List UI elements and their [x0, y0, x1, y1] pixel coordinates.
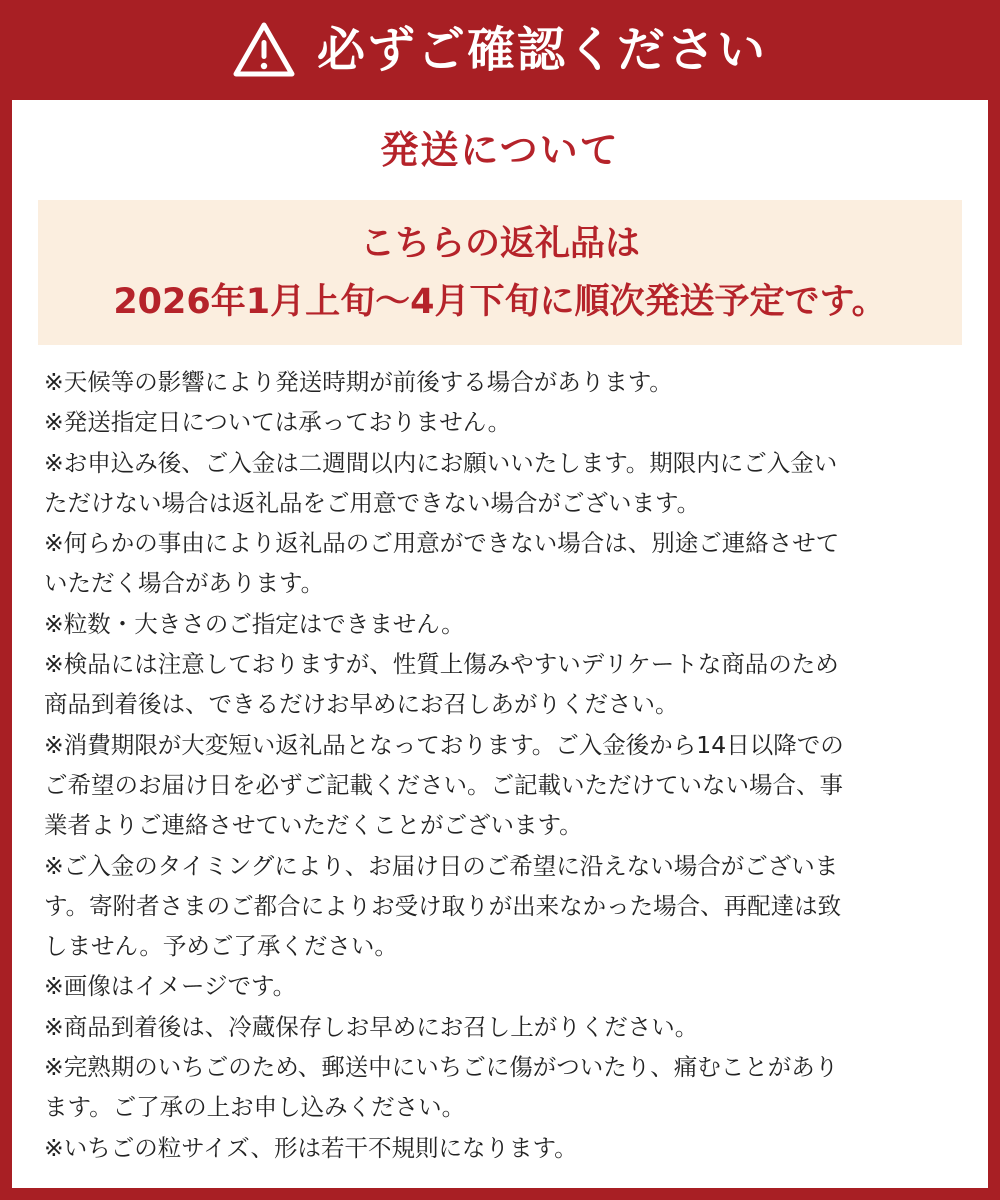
highlight-line-1: こちらの返礼品は [359, 223, 640, 264]
note-line: ※消費期限が大変短い返礼品となっております。ご入金後から14日以降での [44, 730, 844, 759]
shipping-highlight-box [38, 200, 962, 345]
note-line: ※いちごの粒サイズ、形は若干不規則になります。 [44, 1133, 578, 1162]
note-line: ※商品到着後は、冷蔵保存しお早めにお召し上がりください。 [44, 1012, 699, 1041]
note-line: ※完熟期のいちごのため、郵送中にいちごに傷がついたり、痛むことがあり [44, 1053, 839, 1082]
note-line: ※画像はイメージです。 [44, 972, 297, 1001]
warning-icon [233, 22, 295, 78]
note-line: ご希望のお届け日を必ずご記載ください。ご記載いただけていない場合、事 [44, 770, 843, 799]
note-line: ただけない場合は返礼品をご用意できない場合がございます。 [44, 488, 701, 517]
note-line: ※ご入金のタイミングにより、お届け日のご希望に沿えない場合がございま [44, 851, 839, 880]
note-line: ※天候等の影響により発送時期が前後する場合があります。 [44, 368, 673, 396]
note-line: ※何らかの事由により返礼品のご用意ができない場合は、別途ご連絡させて [44, 529, 840, 558]
highlight-line-2: 2026年1月上旬～4月下旬に順次発送予定です。 [113, 281, 887, 322]
header-title: 必ずご確認ください [316, 22, 767, 78]
content-panel [12, 100, 988, 1188]
notes-list [44, 362, 966, 1168]
note-line: ※粒数・大きさのご指定はできません。 [44, 609, 465, 638]
header-bar [0, 0, 1000, 100]
note-line: 商品到着後は、できるだけお早めにお召しあがりください。 [44, 690, 679, 719]
note-line: 業者よりご連絡させていただくことがございます。 [44, 811, 583, 840]
note-line: ※検品には注意しておりますが、性質上傷みやすいデリケートな商品のため [44, 650, 839, 679]
section-title: 発送について [380, 128, 620, 172]
note-line: ※発送指定日については承っておりません。 [44, 408, 512, 437]
note-line: ます。ご了承の上お申し込みください。 [44, 1093, 466, 1122]
note-line: す。寄附者さまのご都合によりお受け取りが出来なかった場合、再配達は致 [44, 891, 842, 920]
note-line: しません。予めご了承ください。 [44, 932, 398, 961]
note-line: ※お申込み後、ご入金は二週間以内にお願いいたします。期限内にご入金い [44, 448, 838, 477]
note-line: いただく場合があります。 [44, 569, 325, 598]
